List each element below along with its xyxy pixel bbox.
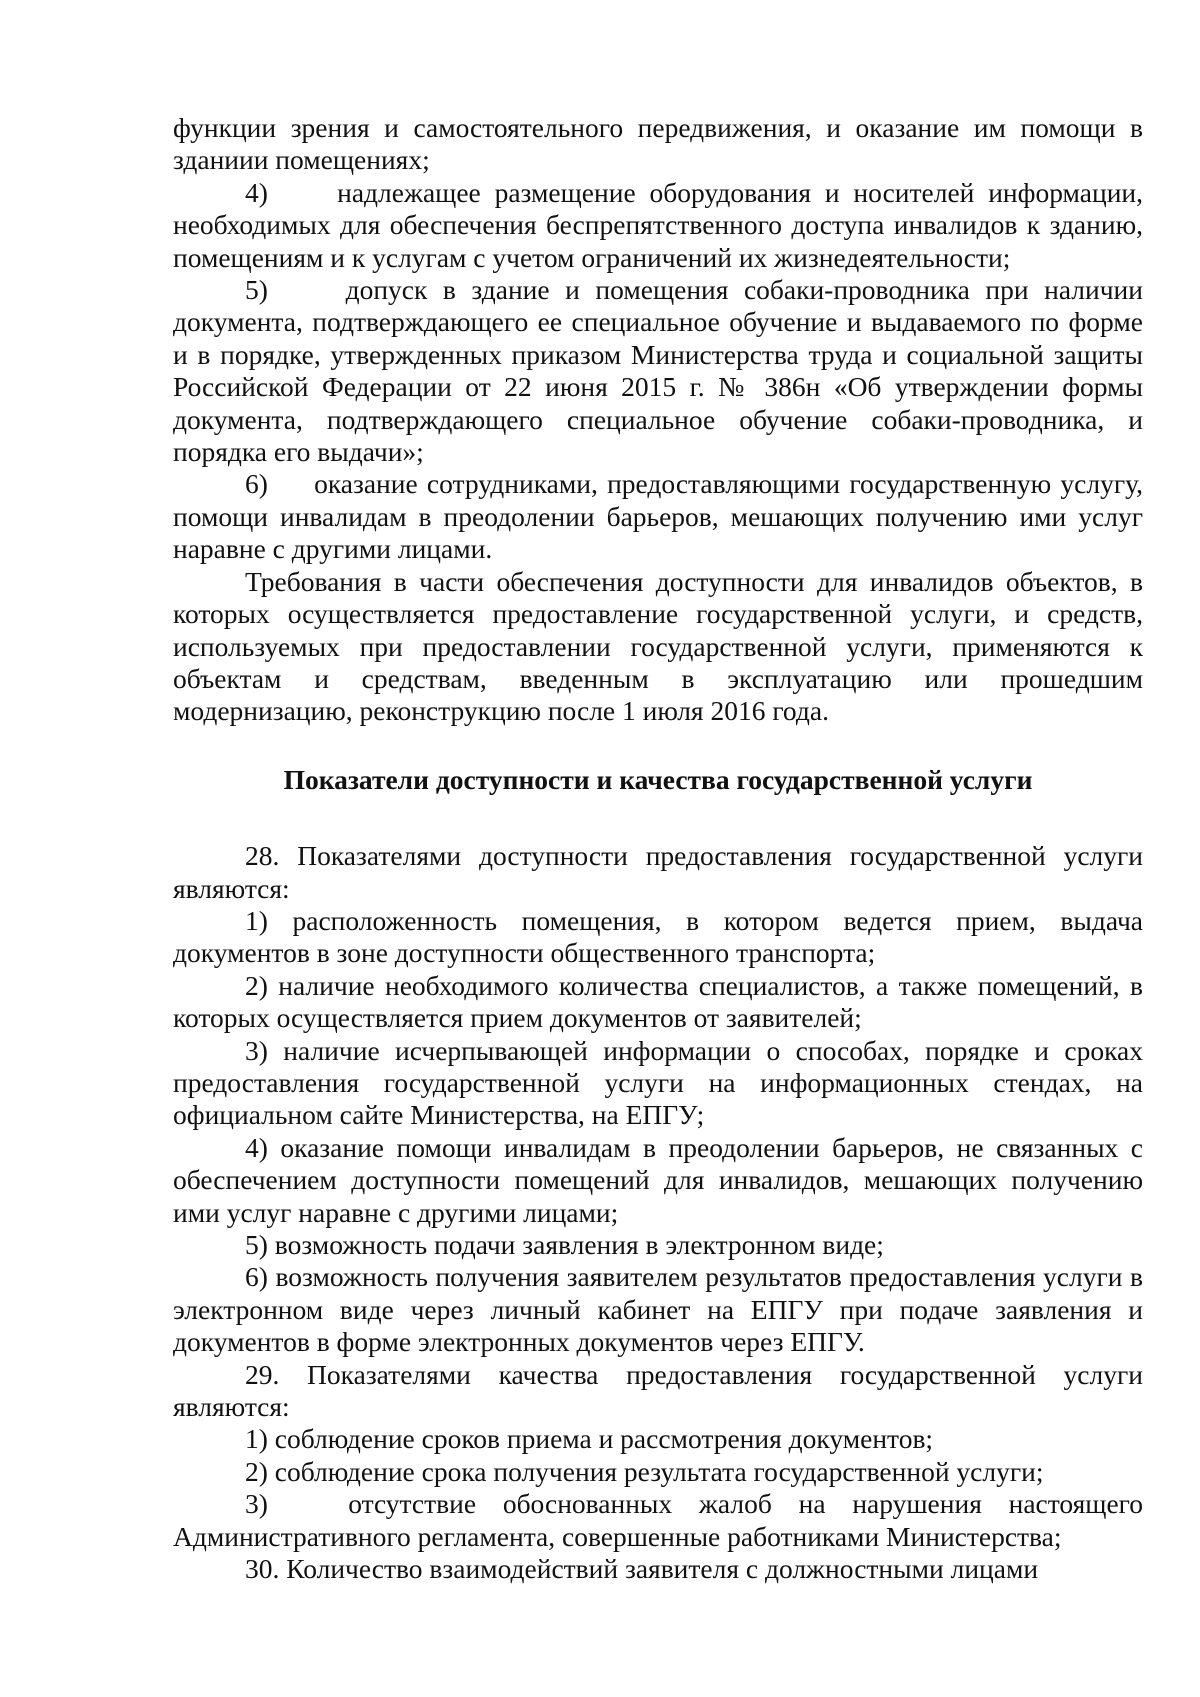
clause-29-item-1: 1) соблюдение сроков приема и рассмотрения документов; bbox=[245, 1423, 934, 1455]
clause-30: 30. Количество взаимодействий заявителя с должностными лицами bbox=[245, 1553, 1039, 1585]
list-item-4: 4) надлежащее размещение оборудования и носителей информации, необходимых для обеспечения беспрепятственного доступа инвалидов к зданию, помещениям и к услугам с учетом ограничений их жизнедеятельности; bbox=[173, 176, 1143, 273]
clause-28-item-5: 5) возможность подачи заявления в электронном виде; bbox=[245, 1229, 884, 1260]
clause-28-item-1: 1) расположенность помещения, в котором ведется прием, выдача документов в зоне доступности общественного транспорта; bbox=[173, 904, 1143, 969]
clause-29-item-3: 3) отсутствие обоснованных жалоб на нарушения настоящего Административного регламента, совершенные работниками Министерства; bbox=[173, 1488, 1143, 1552]
clause-28-item-4: 4) оказание помощи инвалидам в преодолении барьеров, не связанных с обеспечением доступности помещений для инвалидов, мешающих получению ими услуг наравне с другими лицами; bbox=[173, 1131, 1143, 1228]
clause-29-item-2: 2) соблюдение срока получения результата государственной услуги; bbox=[245, 1455, 1044, 1487]
list-item-6: 6) оказание сотрудниками, предоставляющими государственную услугу, помощи инвалидам в преодолении барьеров, мешающих получению ими услуг наравне с другими лицами. bbox=[173, 468, 1143, 565]
clause-29: 29. Показателями качества предоставления государственной услуги являются: bbox=[173, 1358, 1143, 1423]
section-heading: Показатели доступности и качества государственной услуги bbox=[283, 763, 1033, 795]
paragraph-continuation: функции зрения и самостоятельного передвижения, и оказание им помощи в зданиии помещениях; bbox=[173, 112, 1143, 176]
clause-28-item-2: 2) наличие необходимого количества специалистов, а также помещений, в которых осуществляется прием документов от заявителей; bbox=[173, 969, 1143, 1034]
paragraph-requirements: Требования в части обеспечения доступности для инвалидов объектов, в которых осуществляется предоставление государственной услуги, и средств, используемых при предоставлении государственной услуги, применяются к объектам и средствам, введенным в эксплуатацию или прошедшим модернизацию, реконструкцию после 1 июля 2016 года. bbox=[173, 565, 1143, 727]
clause-28-item-6: 6) возможность получения заявителем результатов предоставления услуги в электронном виде через личный кабинет на ЕПГУ при подаче заявления и документов в форме электронных документов через ЕПГУ. bbox=[173, 1261, 1143, 1358]
clause-28-item-3: 3) наличие исчерпывающей информации о способах, порядке и сроках предоставления государственной услуги на информационных стендах, на официальном сайте Министерства, на ЕПГУ; bbox=[173, 1034, 1143, 1131]
clause-28: 28. Показателями доступности предоставления государственной услуги являются: bbox=[173, 840, 1143, 904]
document-page bbox=[173, 112, 1143, 1585]
list-item-5: 5) допуск в здание и помещения собаки-проводника при наличии документа, подтверждающего ее специальное обучение и выдаваемого по форме и в порядке, утвержденных приказом Министерства труда и социальной защиты Российской Федерации от 22 июня 2015 г. № 386н «Об утверждении формы документа, подтверждающего специальное обучение собаки-проводника, и порядка его выдачи»; bbox=[173, 274, 1143, 468]
